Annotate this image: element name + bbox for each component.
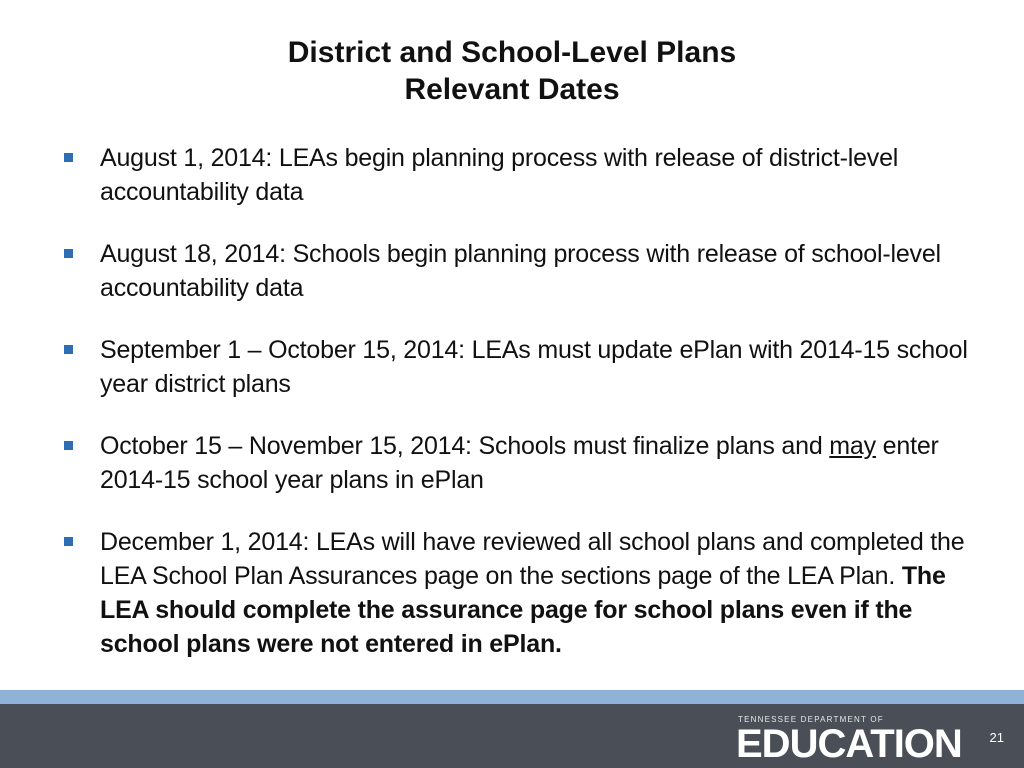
bold-note: The LEA should complete the assurance page for school plans even if the school plans were not entered in ePlan. <box>100 562 946 658</box>
bullet-item <box>62 237 982 305</box>
title-line-1: District and School-Level Plans <box>287 36 737 69</box>
bullet-text: August 18, 2014: Schools begin planning process with release of school-level accountability data <box>100 240 941 302</box>
bullet-text: December 1, 2014: LEAs will have reviewed all school plans and completed the LEA School Plan Assurances page on the sections page of the LEA Plan. <box>100 528 965 590</box>
title-line-2: Relevant Dates <box>404 73 620 106</box>
logo-subtitle: TENNESSEE DEPARTMENT OF <box>738 715 884 724</box>
square-bullet-icon <box>64 345 73 354</box>
bullet-text: August 1, 2014: LEAs begin planning process with release of district-level accountability data <box>100 144 899 206</box>
bullet-item <box>62 525 982 661</box>
square-bullet-icon <box>64 441 73 450</box>
bullet-text: September 1 – October 15, 2014: LEAs must update ePlan with 2014-15 school year district plans <box>100 336 968 398</box>
square-bullet-icon <box>64 153 73 162</box>
page-number: 21 <box>989 730 1004 745</box>
bullet-item <box>62 141 982 209</box>
underlined-word: may <box>829 432 876 460</box>
slide-title <box>0 34 1024 108</box>
bullet-list <box>62 141 982 689</box>
bullet-text-start: October 15 – November 15, 2014: Schools must finalize plans and <box>100 432 830 460</box>
logo-wordmark: EDUCATION <box>736 722 962 766</box>
square-bullet-icon <box>64 537 73 546</box>
bullet-item <box>62 333 982 401</box>
bullet-item <box>62 429 982 497</box>
footer-stripe <box>0 690 1024 704</box>
square-bullet-icon <box>64 249 73 258</box>
bullet-text-end: enter 2014-15 school year plans in ePlan <box>100 432 939 494</box>
education-logo <box>738 712 968 764</box>
